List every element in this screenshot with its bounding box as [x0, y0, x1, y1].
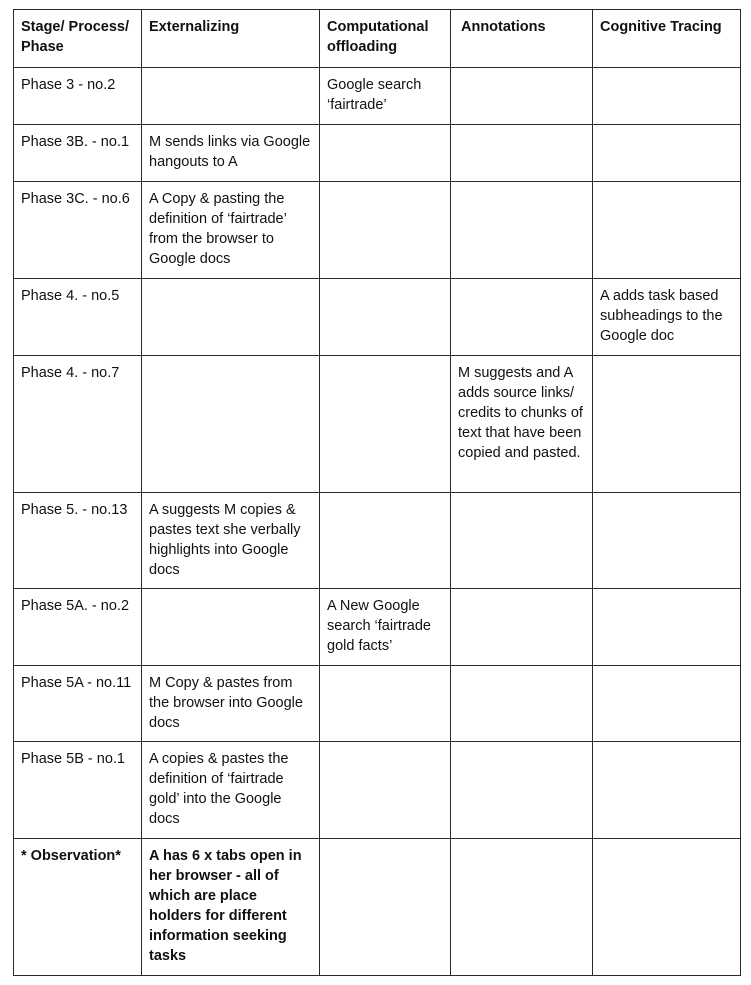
cell-cognitive-tracing [593, 182, 741, 279]
cell-stage: Phase 5B - no.1 [14, 742, 142, 839]
cell-computational-offloading [320, 666, 451, 742]
cell-annotations [451, 742, 593, 839]
cell-annotations: M suggests and A adds source links/ credits to chunks of text that have been copied and pasted. [451, 356, 593, 493]
cell-stage: * Observation* [14, 839, 142, 976]
cell-annotations [451, 589, 593, 666]
cell-computational-offloading [320, 279, 451, 356]
table-row [14, 356, 741, 493]
header-cognitive-tracing: Cognitive Tracing [593, 10, 741, 68]
cell-externalizing: M sends links via Google hangouts to A [142, 125, 320, 182]
table-row [14, 666, 741, 742]
cell-externalizing: M Copy & pastes from the browser into Google docs [142, 666, 320, 742]
cell-cognitive-tracing [593, 589, 741, 666]
cell-externalizing [142, 68, 320, 125]
cell-stage: Phase 3 - no.2 [14, 68, 142, 125]
cell-externalizing: A suggests M copies & pastes text she verbally highlights into Google docs [142, 493, 320, 589]
cell-externalizing [142, 279, 320, 356]
table-row [14, 125, 741, 182]
cell-annotations [451, 182, 593, 279]
cell-stage: Phase 3B. - no.1 [14, 125, 142, 182]
cell-computational-offloading [320, 125, 451, 182]
cell-annotations [451, 279, 593, 356]
cell-cognitive-tracing [593, 742, 741, 839]
cell-annotations [451, 666, 593, 742]
header-annotations: Annotations [451, 10, 593, 68]
cell-computational-offloading: Google search ‘fairtrade’ [320, 68, 451, 125]
cell-computational-offloading [320, 839, 451, 976]
cell-annotations [451, 493, 593, 589]
cell-stage: Phase 5. - no.13 [14, 493, 142, 589]
cell-cognitive-tracing [593, 125, 741, 182]
cell-annotations [451, 68, 593, 125]
cell-stage: Phase 4. - no.7 [14, 356, 142, 493]
cell-externalizing [142, 589, 320, 666]
cell-annotations [451, 125, 593, 182]
table-row-observation [14, 839, 741, 976]
header-computational-offloading: Computational offloading [320, 10, 451, 68]
header-externalizing: Externalizing [142, 10, 320, 68]
table-row [14, 68, 741, 125]
cell-computational-offloading [320, 182, 451, 279]
cell-cognitive-tracing [593, 356, 741, 493]
cell-cognitive-tracing [593, 493, 741, 589]
cell-stage: Phase 4. - no.5 [14, 279, 142, 356]
table-row [14, 589, 741, 666]
table-row [14, 182, 741, 279]
cell-annotations [451, 839, 593, 976]
observation-table [13, 9, 741, 976]
cell-stage: Phase 3C. - no.6 [14, 182, 142, 279]
cell-externalizing: A copies & pastes the definition of ‘fairtrade gold’ into the Google docs [142, 742, 320, 839]
cell-externalizing: A has 6 x tabs open in her browser - all of which are place holders for different information seeking tasks [142, 839, 320, 976]
cell-computational-offloading [320, 356, 451, 493]
cell-stage: Phase 5A. - no.2 [14, 589, 142, 666]
cell-cognitive-tracing [593, 666, 741, 742]
cell-stage: Phase 5A - no.11 [14, 666, 142, 742]
cell-computational-offloading [320, 742, 451, 839]
cell-externalizing: A Copy & pasting the definition of ‘fairtrade’ from the browser to Google docs [142, 182, 320, 279]
table-row [14, 742, 741, 839]
cell-cognitive-tracing: A adds task based subheadings to the Google doc [593, 279, 741, 356]
cell-computational-offloading [320, 493, 451, 589]
cell-cognitive-tracing [593, 68, 741, 125]
cell-computational-offloading: A New Google search ‘fairtrade gold facts’ [320, 589, 451, 666]
cell-cognitive-tracing [593, 839, 741, 976]
cell-externalizing [142, 356, 320, 493]
table-row [14, 493, 741, 589]
header-row [14, 10, 741, 68]
header-stage: Stage/ Process/ Phase [14, 10, 142, 68]
table-row [14, 279, 741, 356]
